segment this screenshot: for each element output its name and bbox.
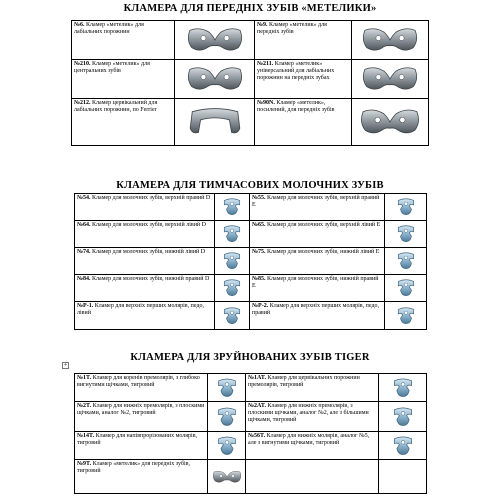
cell-text: №211. Кламер «метелик» універсальний для лабіальних порожнин на передніх зубах <box>255 60 352 99</box>
clamp-image <box>175 60 255 99</box>
clamp-image <box>215 248 250 275</box>
cell-text: №1AT. Кламер для цервікальних порожнин премолярів, тигровий <box>246 374 379 402</box>
dental-clamp-icon <box>395 278 417 298</box>
clamp-image <box>385 194 427 221</box>
dental-clamp-icon <box>395 251 417 271</box>
cell-text: №6. Кламер «метелик» для лабіальних порожнин <box>72 21 175 60</box>
clamp-image <box>215 302 250 330</box>
clamp-image <box>175 21 255 60</box>
section2-table <box>74 193 427 330</box>
table-row <box>75 374 427 402</box>
cell-text: №Р-2. Кламер для верхніх перших молярів, педо, правий <box>250 302 385 330</box>
cell-text: №14T. Кламер для напівпрорізованих молярів, тигровий <box>75 432 208 460</box>
clamp-image <box>379 374 427 402</box>
clamp-image <box>352 60 429 99</box>
dental-clamp-icon <box>212 464 242 490</box>
clamp-image <box>175 99 255 146</box>
section1-table <box>71 20 429 146</box>
clamp-image <box>352 21 429 60</box>
cell-text: №84. Кламер для молочних зубів, нижній правий D <box>75 275 215 302</box>
dental-clamp-icon <box>221 278 243 298</box>
dental-clamp-icon <box>395 224 417 244</box>
table-row <box>75 194 427 221</box>
dental-clamp-icon <box>359 106 421 138</box>
cell-text: №212. Кламер цервікальний для лабіальних порожнин, по Ferrier <box>72 99 175 146</box>
cell-text: №1T. Кламер для коренів премолярів, з глибоко вигнутими щічками, тигровий <box>75 374 208 402</box>
dental-clamp-icon <box>221 224 243 244</box>
cell-text: №2T. Кламер для нижніх премолярів, з плоскими щічками, аналог №2, тигровий <box>75 402 208 432</box>
dental-clamp-icon <box>361 64 419 94</box>
table-row <box>75 402 427 432</box>
dental-clamp-icon <box>215 435 239 457</box>
section3-table <box>74 373 427 494</box>
clamp-image <box>208 460 246 494</box>
cell-text: №Р-1. Кламер для верхніх перших молярів, педо, лівий <box>75 302 215 330</box>
section3-title: КЛАМЕРА ДЛЯ ЗРУЙНОВАНИХ ЗУБІВ TIGER <box>130 352 370 363</box>
clamp-image <box>208 402 246 432</box>
clamp-image <box>379 402 427 432</box>
cell-text: №65. Кламер для молочних зубів, верхній лівий Е <box>250 221 385 248</box>
dental-clamp-icon <box>184 106 246 138</box>
clamp-image <box>385 302 427 330</box>
cell-text: №9T. Кламер «метелик» для передніх зубів, тигровий <box>75 460 208 494</box>
empty-cell <box>246 460 379 494</box>
clamp-image <box>215 194 250 221</box>
dental-clamp-icon <box>395 306 417 326</box>
table-row <box>72 99 429 146</box>
clamp-image <box>385 221 427 248</box>
table-row <box>75 221 427 248</box>
dental-clamp-icon <box>221 306 243 326</box>
dental-clamp-icon <box>215 406 239 428</box>
clamp-image <box>385 275 427 302</box>
clamp-image <box>215 275 250 302</box>
table-row <box>75 432 427 460</box>
dental-clamp-icon <box>389 435 417 457</box>
section1-title: КЛАМЕРА ДЛЯ ПЕРЕДНІХ ЗУБІВ «МЕТЕЛИКИ» <box>123 3 377 14</box>
cell-text: №74. Кламер для молочних зубів, нижній лівий D <box>75 248 215 275</box>
dental-clamp-icon <box>389 377 417 399</box>
dental-clamp-icon <box>221 251 243 271</box>
cell-text: №56T. Кламер для нижніх молярів, аналог №5, але з вигнутими щічками, тигровий <box>246 432 379 460</box>
dental-clamp-icon <box>186 25 244 55</box>
table-row <box>75 275 427 302</box>
dental-clamp-icon <box>361 25 419 55</box>
empty-cell <box>379 460 427 494</box>
table-row <box>75 460 427 494</box>
dental-clamp-icon <box>395 197 417 217</box>
table-row <box>72 60 429 99</box>
dental-clamp-icon <box>221 197 243 217</box>
cell-text: №210. Кламер «метелик» для центральних зубів <box>72 60 175 99</box>
dental-clamp-icon <box>389 406 417 428</box>
clamp-image <box>215 221 250 248</box>
clamp-image <box>208 374 246 402</box>
cell-text: №2AT. Кламер для нижніх премолярів, з плоскими щічками, аналог №2, але з більшими щічками, тигровий <box>246 402 379 432</box>
cell-text: №75. Кламер для молочних зубів, нижній лівий Е <box>250 248 385 275</box>
cell-text: №64. Кламер для молочних зубів, верхній лівий D <box>75 221 215 248</box>
cell-text: №85. Кламер для молочних зубів, нижній правий Е <box>250 275 385 302</box>
table-row <box>75 302 427 330</box>
clamp-image <box>385 248 427 275</box>
move-anchor-icon[interactable]: + <box>63 362 68 368</box>
dental-clamp-icon <box>186 64 244 94</box>
table-row <box>75 248 427 275</box>
cell-text: №9. Кламер «метелик» для передніх зубів <box>255 21 352 60</box>
clamp-image <box>352 99 429 146</box>
clamp-image <box>208 432 246 460</box>
cell-text: №55. Кламер для молочних зубів, верхній правий Е <box>250 194 385 221</box>
dental-clamp-icon <box>215 377 239 399</box>
cell-text: №54. Кламер для молочних зубів, верхній правий D <box>75 194 215 221</box>
table-row <box>72 21 429 60</box>
cell-text: №90N. Кламер «метелик», посилений, для передніх зубів <box>255 99 352 146</box>
section2-title: КЛАМЕРА ДЛЯ ТИМЧАСОВИХ МОЛОЧНИХ ЗУБІВ <box>116 180 384 191</box>
clamp-image <box>379 432 427 460</box>
